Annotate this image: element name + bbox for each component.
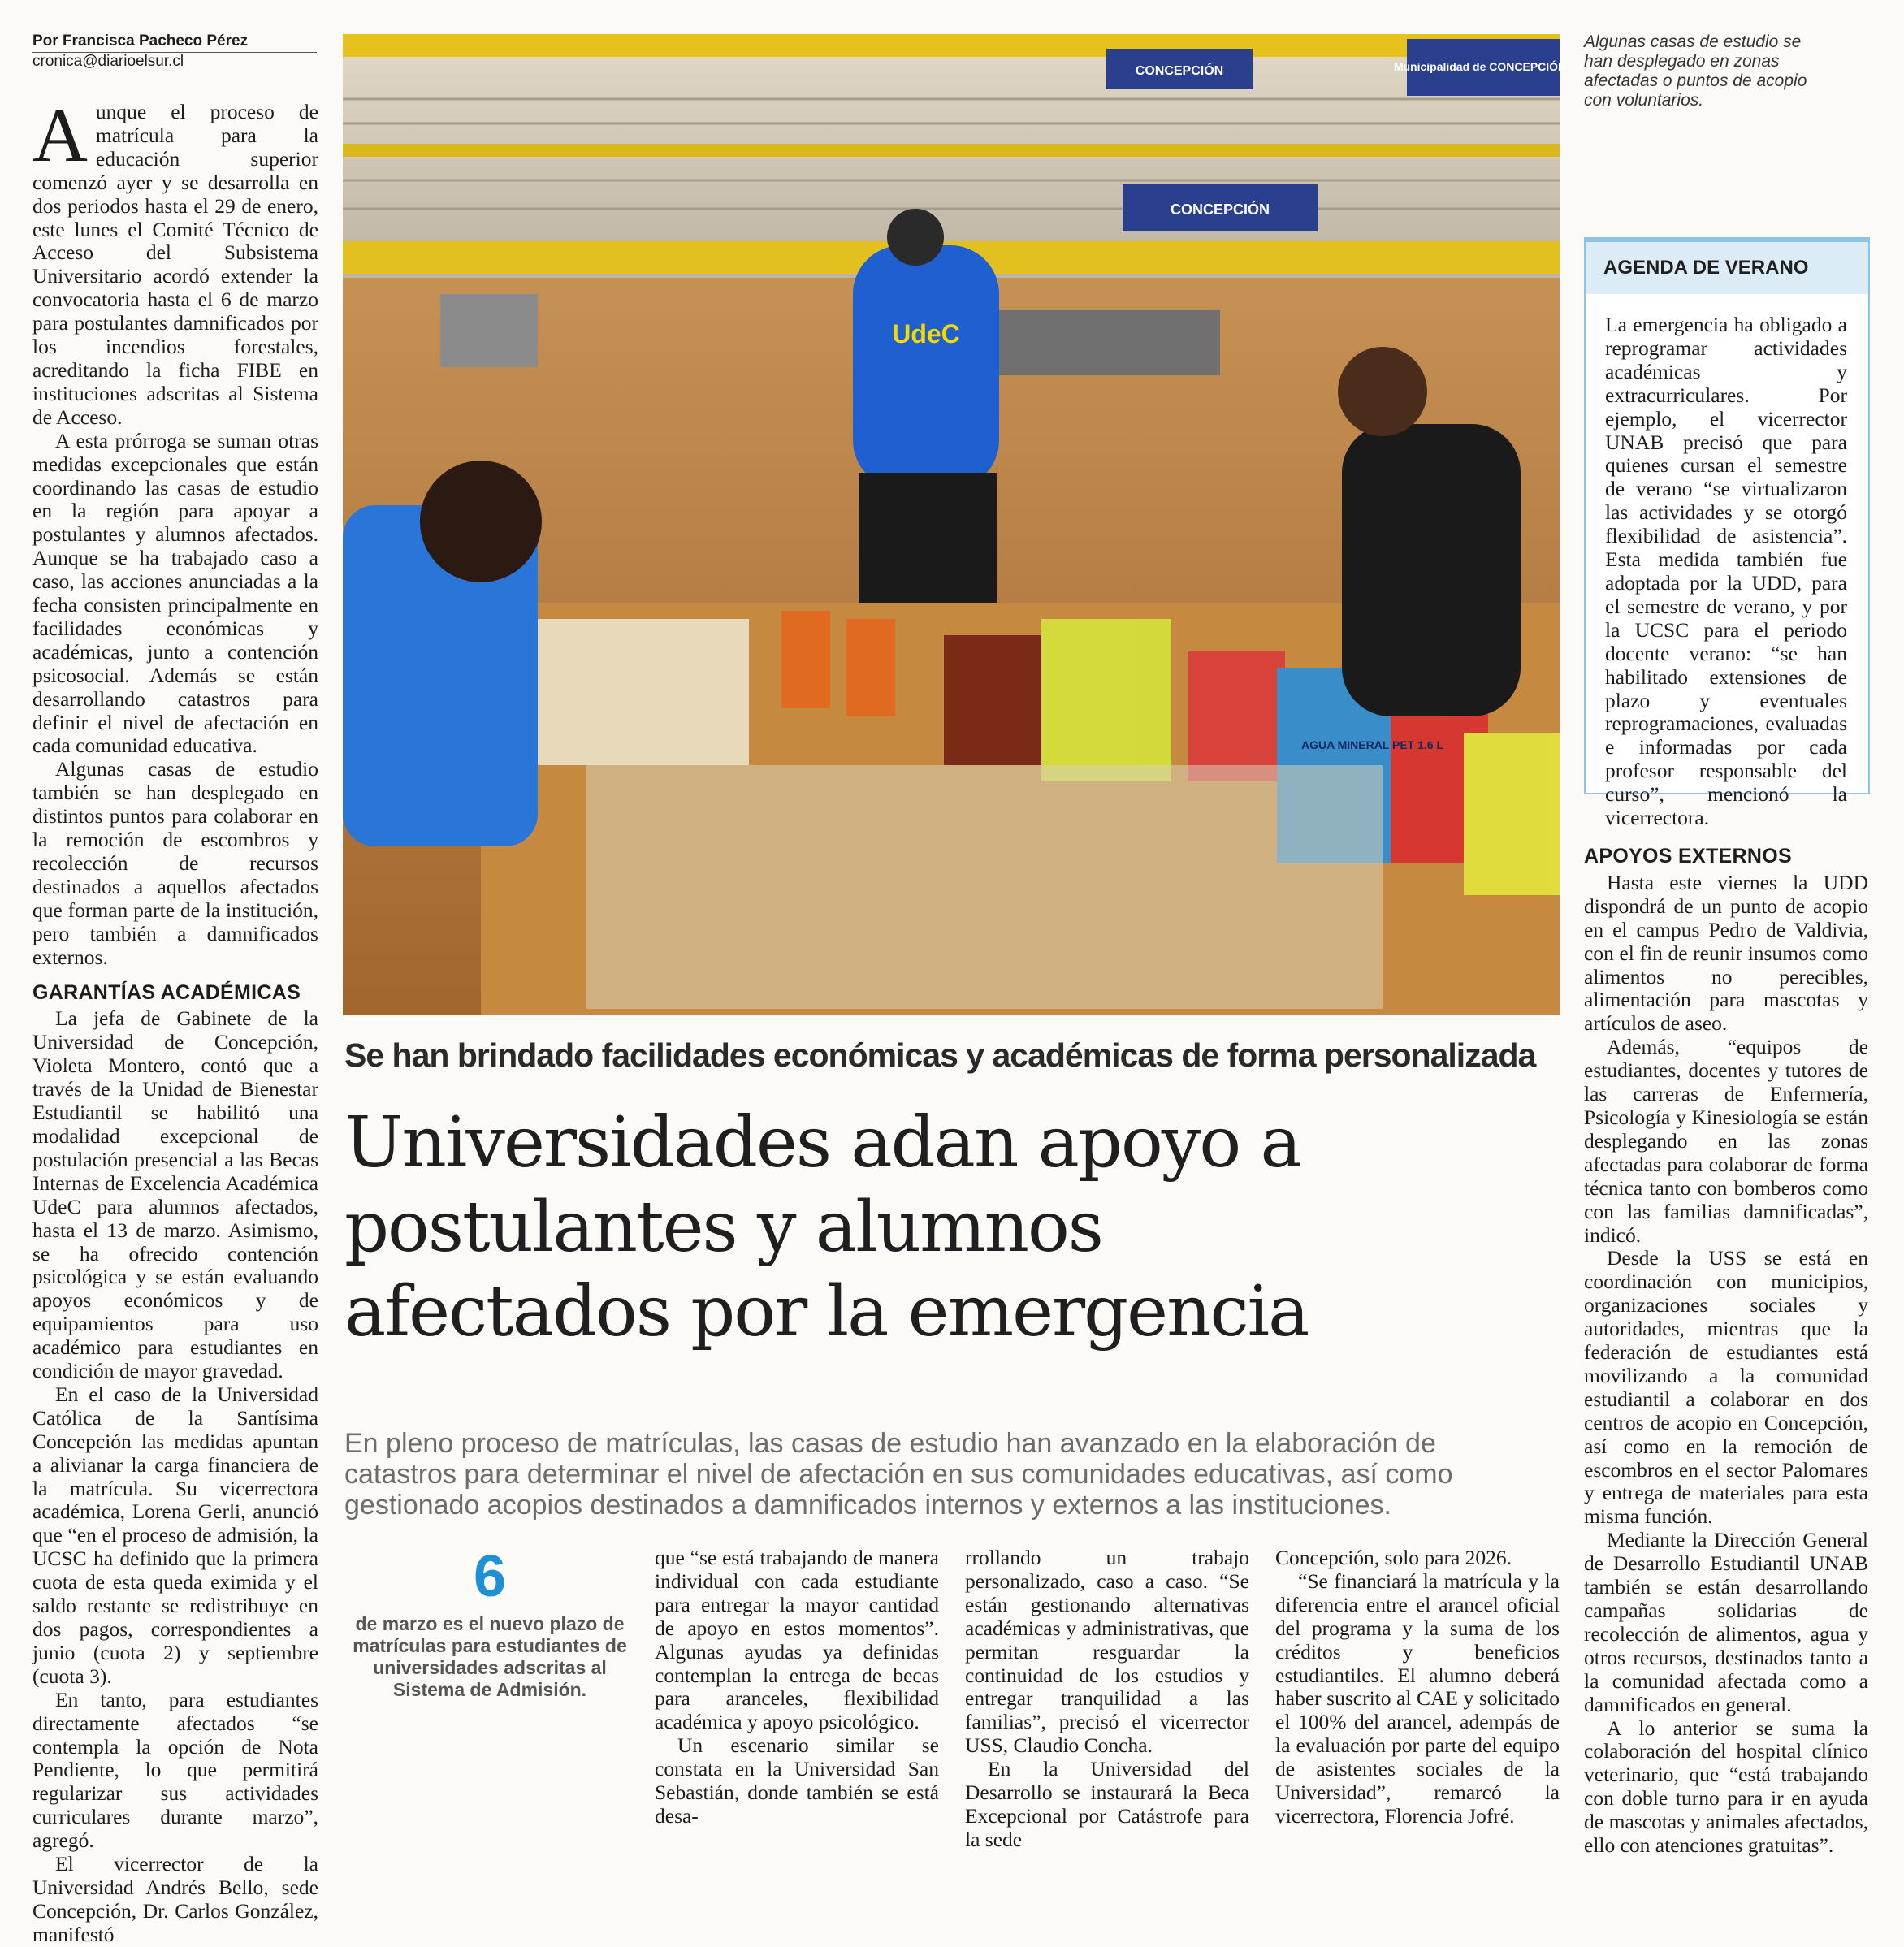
paragraph: Algunas casas de estudio también se han desplegado en distintos puntos para colaborar en la remoción de escombros y recolección de recursos destinados a aquellos afectados que forman parte de la institución, pero también a damnificados externos. (32, 757, 318, 969)
svg-text:UdeC: UdeC (892, 319, 960, 348)
paragraph: La emergencia ha obligado a reprogramar actividades académicas y extracurriculares. Por ejemplo, el vicerrector UNAB precisó que para quienes cursan el semestre de verano “se virtualizaron las actividades y se otorgó flexibilidad de asistencia”. Esta medida también fue adoptada por la UDD, para el semestre de verano, y por la UCSC para el periodo docente verano: “se han habilitado extensiones de plazo y eventuales reprogramaciones, evaluadas e informadas por cada profesor responsable del curso”, mencionó la vicerrectora. (1605, 313, 1847, 830)
paragraph: En la Universidad del Desarrollo se instaurará la Beca Excepcional por Catástrofe para la sede (965, 1757, 1249, 1851)
svg-text:Municipalidad de CONCEPCIÓN: Municipalidad de CONCEPCIÓN (1393, 60, 1567, 73)
paragraph: A lo anterior se suma la colaboración del hospital clínico veterinario, que “está trabajando con doble turno para ir en ayuda de mascotas y animales afectados, ello con atenciones gratuitas”. (1584, 1716, 1868, 1858)
photo-caption: Algunas casas de estudio se han desplegado en zonas afectadas o puntos de acopio con voluntarios. (1584, 32, 1807, 110)
volunteer-foreground (343, 461, 542, 846)
subhead-garantias: GARANTÍAS ACADÉMICAS (32, 980, 301, 1004)
paragraph: Concepción, solo para 2026. (1275, 1546, 1512, 1569)
paragraph: Un escenario similar se constata en la Universidad San Sebastián, donde también se está desa- (655, 1733, 939, 1828)
subhead-apoyos: APOYOS EXTERNOS (1584, 845, 1792, 867)
paragraph: Mediante la Dirección General de Desarrollo Estudiantil UNAB también se están desarrollando campañas solidarias de recolección de alimentos, agua y otros recursos, destinados tanto a la comunidad afectada como a damnificados en general. (1584, 1528, 1868, 1716)
byline (32, 32, 317, 71)
article-column-right (1584, 837, 1868, 1858)
paragraph: Además, “equipos de estudiantes, docentes y tutores de las carreras de Enfermería, Psicología y Kinesiología se están desplegando en las zonas afectadas para colaborar de forma técnica tanto con bomberos como con las familias damnificadas”, indicó. (1584, 1035, 1868, 1247)
svg-text:AGUA MINERAL PET 1.6 L: AGUA MINERAL PET 1.6 L (1301, 738, 1444, 751)
svg-text:CONCEPCIÓN: CONCEPCIÓN (1135, 64, 1224, 78)
paragraph: En el caso de la Universidad Católica de la Santísima Concepción las medidas apuntan a alivianar la carga financiera de la matrícula. Su vicerrectora académica, Lorena Gerli, anunció que “en el proceso de admisión, la UCSC ha definido que la primera cuota de esta queda eximida y el saldo restante se redistribuye en dos pagos, correspondientes a junio (cuota 2) y septiembre (cuota 3). (32, 1382, 318, 1688)
deck: En pleno proceso de matrículas, las casas de estudio han avanzado en la elaboración de catastros para determinar el nivel de afectación en sus comunidades educativas, así como gestionado acopios destinados a damnificados internos y externos a las instituciones. (344, 1428, 1453, 1521)
byline-email: cronica@diarioelsur.cl (32, 52, 317, 71)
paragraph: El vicerrector de la Universidad Andrés Bello, sede Concepción, Dr. Carlos González, manifestó (32, 1852, 318, 1946)
drop-cap: A (32, 93, 88, 178)
article-photo (343, 34, 1567, 1015)
headline-line-3: afectados por la emergencia (344, 1271, 1309, 1352)
paragraph: Desde la USS se está en coordinación con municipios, organizaciones sociales y autoridades, mientras que la federación de estudiantes está movilizando a la comunidad estudiantil a colaborar en dos centros de acopio en Concepción, así como en la remoción de escombros en el sector Palomares y entrega de materiales para esta misma función. (1584, 1246, 1868, 1529)
paragraph: A esta prórroga se suman otras medidas excepcionales que están coordinando las casas de estudio en la región para apoyar a postulantes y alumnos afectados. Aunque se ha trabajado caso a caso, las acciones anunciadas a la fecha consisten principalmente en facilidades económicas y académicas, junto a contención psicosocial. Además se están desarrollando catastros para definir el nivel de afectación en cada comunidad educativa. (32, 428, 318, 758)
paragraph: rrollando un trabajo personalizado, caso a caso. “Se están gestionando alternativas académicas y administrativas, que permitan resguardar la continuidad de los estudios y entregar tranquilidad a las familias”, precisó el vicerrector USS, Claudio Concha. (965, 1546, 1249, 1758)
kicker: Se han brindado facilidades económicas y académicas de forma personalizada (344, 1036, 1536, 1074)
headline-line-1: Universidades adan apoyo a (344, 1102, 1300, 1183)
headline (344, 1101, 1563, 1354)
paragraph: que “se está trabajando de manera individual con cada estudiante para entregar la mayor cantidad de apoyo en estos momentos”. Algunas ayudas ya definidas contemplan la entrega de becas para aranceles, flexibilidad académica y apoyo psicológico. (655, 1546, 939, 1734)
headline-line-2: postulantes y alumnos (344, 1187, 1102, 1268)
article-column-3 (655, 1546, 939, 1828)
paragraph: En tanto, para estudiantes directamente afectados “se contempla la opción de Nota Pendiente, lo que permitirá regularizar sus actividades curriculares durante marzo”, agregó. (32, 1687, 318, 1853)
volunteer-udec (853, 209, 999, 603)
paragraph: Aunque el proceso de matrícula para la educación superior comenzó ayer y se desarrolla en dos periodos hasta el 29 de enero, este lunes el Comité Técnico de Acceso del Subsistema Universitario acordó extender la convocatoria hasta el 6 de marzo para postulantes damnificados por los incendios forestales, acreditando la ficha FIBE en instituciones adscritas al Sistema de Acceso. (32, 93, 318, 429)
paragraph: La jefa de Gabinete de la Universidad de Concepción, Violeta Montero, contó que a través de la Unidad de Bienestar Estudiantil se habilitó una modalidad excepcional de postulación presencial a las Becas Internas de Excelencia Académica UdeC para alumnos afectados, hasta el 13 de marzo. Asimismo, se ha ofrecido contención psicológica y se están evaluando apoyos económicos y de equipamientos para uso académico para estudiantes en condición de mayor gravedad. (32, 1006, 318, 1383)
agenda-box (1584, 237, 1870, 830)
paragraph: Hasta este viernes la UDD dispondrá de un punto de acopio en el campus Pedro de Valdivia, con el fin de reunir insumos como alimentos no perecibles, alimentación para mascotas y artículos de aseo. (1584, 870, 1868, 1036)
highlight-number: 6 (473, 1544, 507, 1609)
article-column-1 (32, 93, 318, 1946)
highlight-box (344, 1543, 635, 1701)
highlight-text: de marzo es el nuevo plazo de matrículas para estudiantes de universidades adscritas al Sistema de Admisión. (353, 1613, 627, 1700)
donation-scene-image (343, 34, 1567, 1015)
byline-author: Por Francisca Pacheco Pérez (32, 32, 249, 50)
agenda-title: AGENDA DE VERANO (1586, 239, 1868, 294)
paragraph: “Se financiará la matrícula y la diferencia entre el arancel oficial del programa y la suma de los créditos y beneficios estudiantiles. El alumno deberá haber suscrito al CAE y solicitado el 100% del arancel, adempás de la evaluación por parte del equipo de asistentes sociales de la Universidad”, remarcó la vicerrectora, Florencia Jofré. (1275, 1568, 1560, 1828)
agenda-body (1586, 294, 1868, 843)
article-column-5 (1275, 1546, 1560, 1828)
svg-text:CONCEPCIÓN: CONCEPCIÓN (1170, 201, 1270, 218)
article-column-4 (965, 1546, 1249, 1851)
